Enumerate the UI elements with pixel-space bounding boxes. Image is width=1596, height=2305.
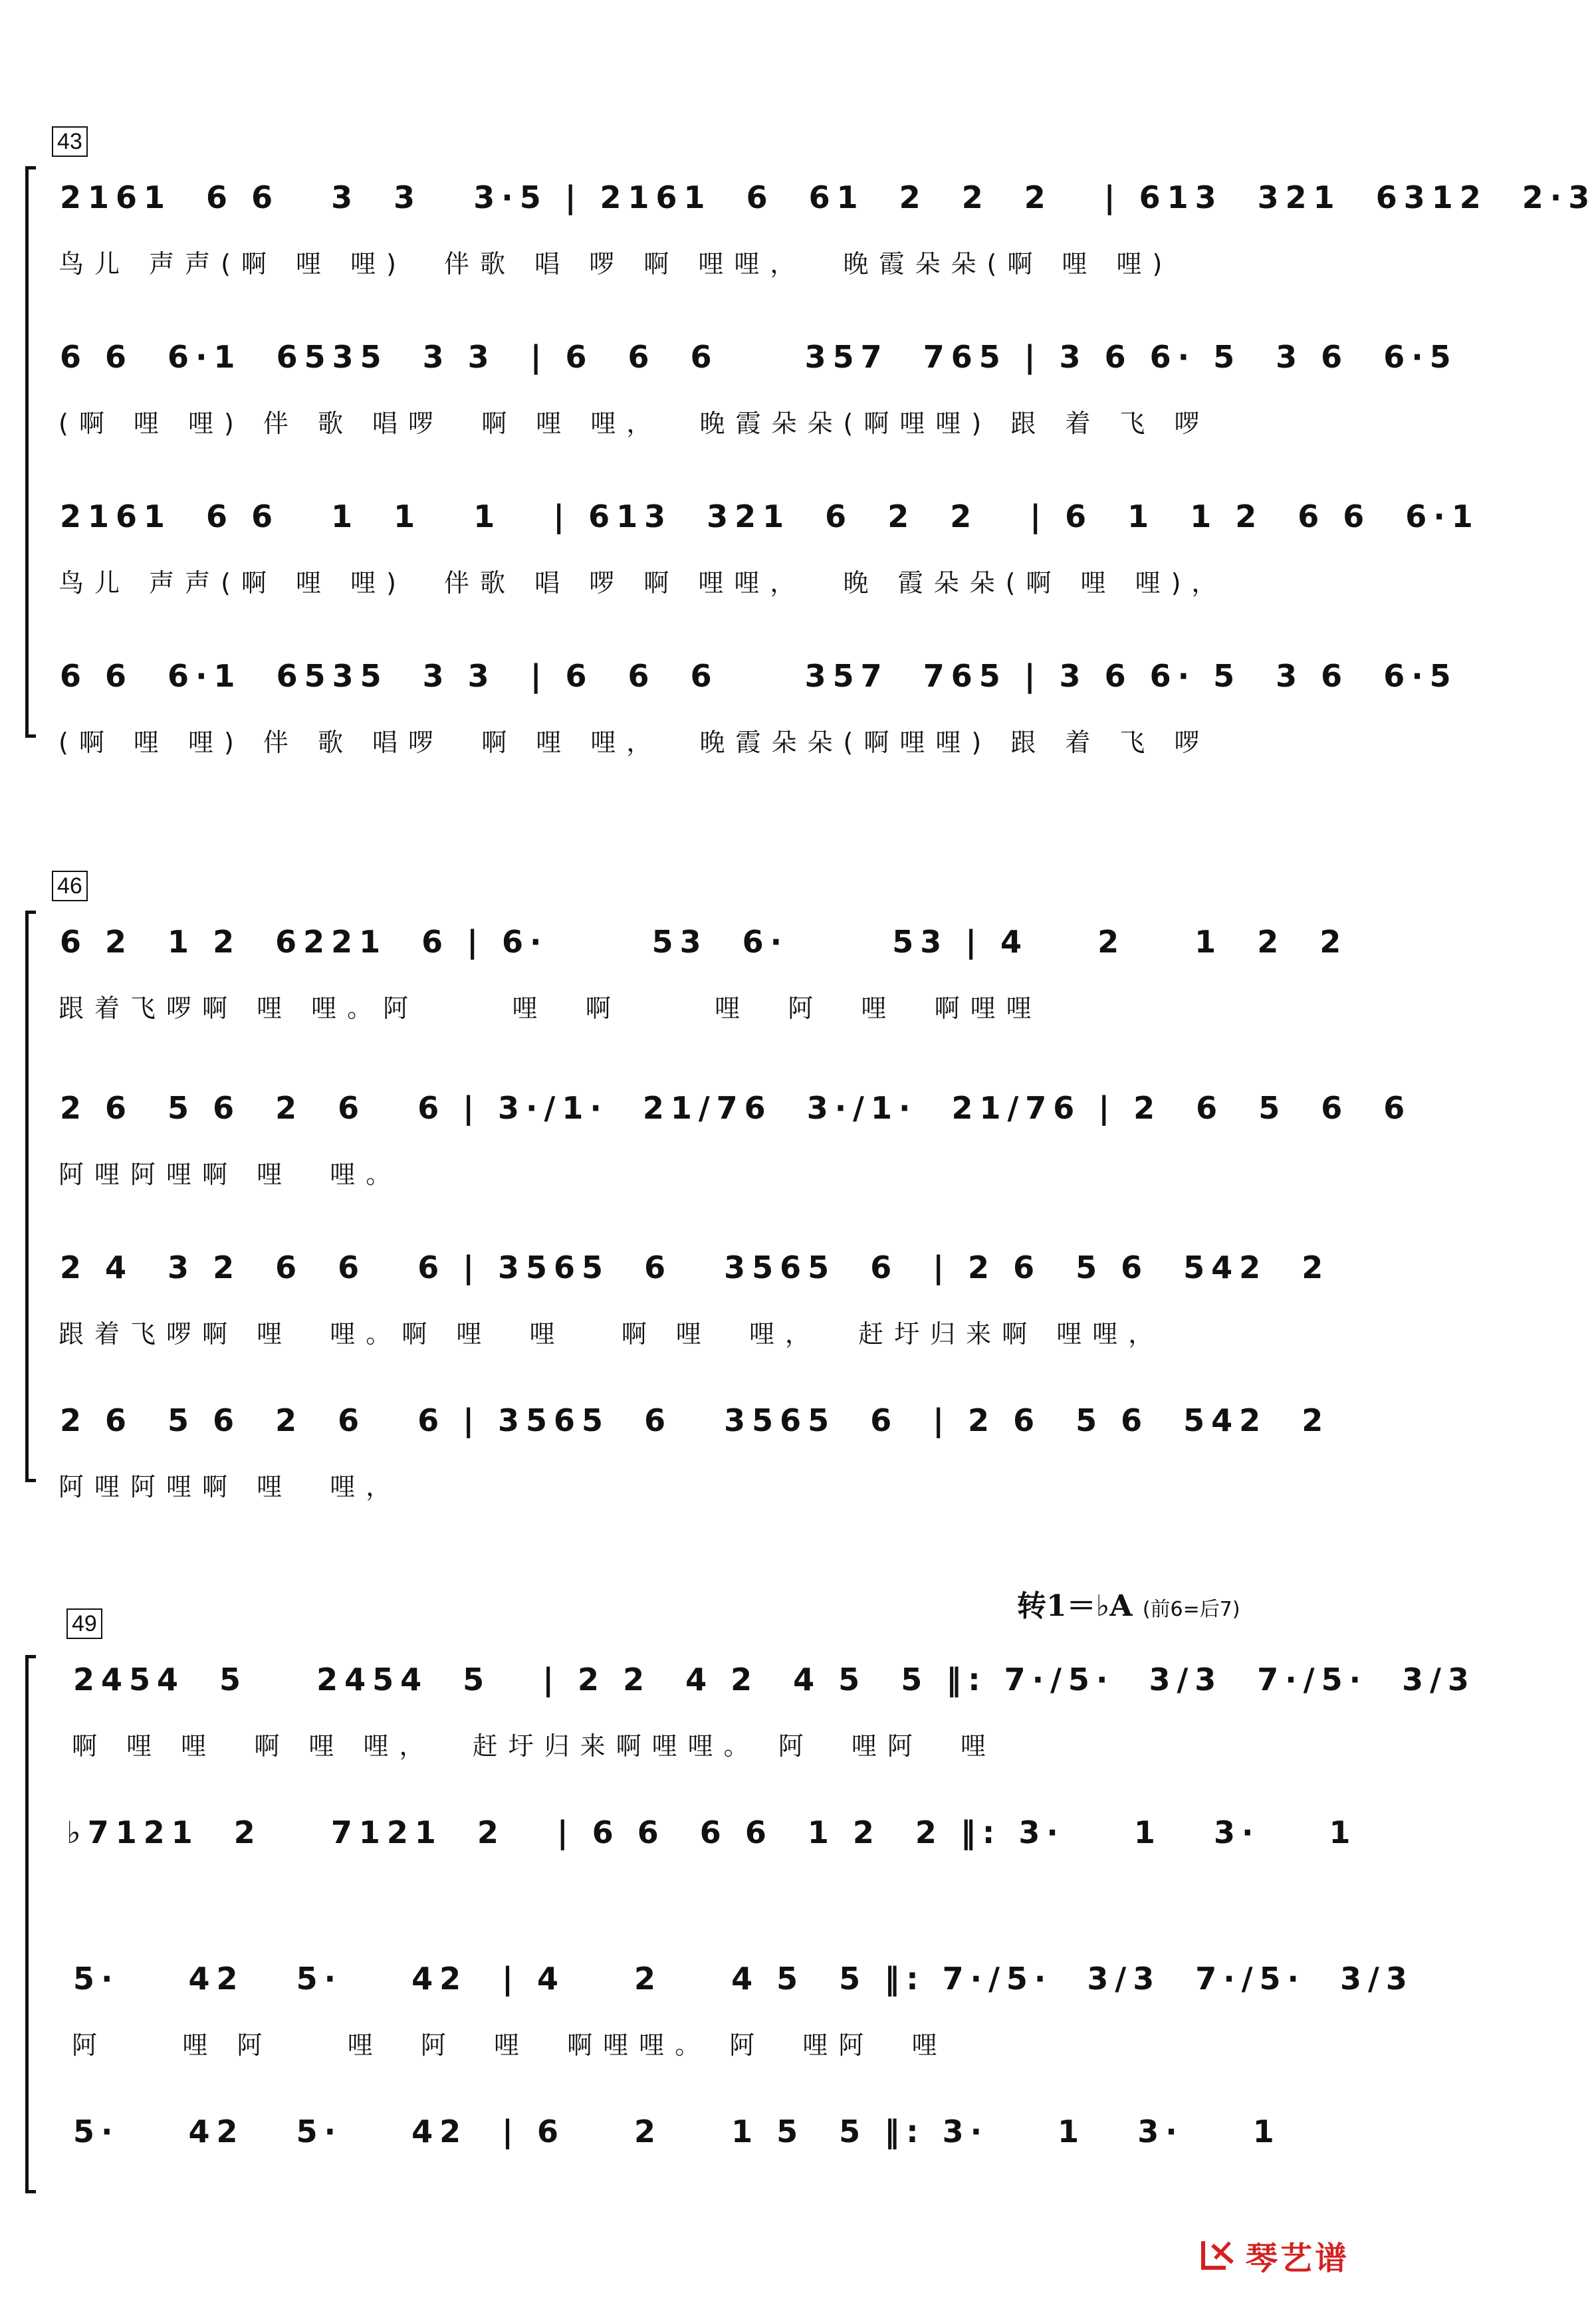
key-change-prefix: 转 — [1017, 1589, 1046, 1623]
lyrics-line: 阿哩阿哩啊 哩 哩， — [58, 1472, 402, 1501]
notation-line: 5· 42 5· 42 | 4 2 4 5 5 ‖: 7·/5· 3/3 7·/5· 3/3 — [73, 1961, 1414, 1997]
lyrics-line: (啊 哩 哩) 伴 歌 唱啰 啊 哩 哩， 晚霞朵朵(啊哩哩) 跟 着 飞 啰 — [58, 409, 1210, 438]
staff-line — [58, 1402, 1336, 1501]
staff-line — [58, 1250, 1336, 1349]
measure-number: 46 — [52, 871, 88, 901]
notation-line: 6 6 6·1 6535 3 3 | 6 6 6 357 765 | 3 6 6· 5 3 6 6·5 — [60, 658, 1458, 694]
system-1 — [0, 126, 1596, 757]
lyrics-line: 鸟儿 声声(啊 哩 哩) 伴歌 唱 啰 啊 哩哩， 晚 霞朵朵(啊 哩 哩)， — [58, 568, 1228, 598]
logo-text: 琴艺谱 — [1245, 2241, 1349, 2276]
notation-line: 6 2 1 2 6221 6 | 6· 53 6· 53 | 4 2 1 2 2 — [60, 924, 1348, 960]
system-2 — [0, 871, 1412, 1501]
key-change — [1017, 1582, 1240, 1624]
notation-line: 2454 5 2454 5 | 2 2 4 2 4 5 5 ‖: 7·/5· 3/3 7·/5· 3/3 — [73, 1662, 1476, 1698]
key-change-note: (前6=后7) — [1142, 1598, 1240, 1621]
staff-line — [72, 1961, 1414, 2060]
staff-line — [58, 658, 1458, 757]
lyrics-line: 阿哩阿哩啊 哩 哩。 — [58, 1160, 402, 1189]
notation-line: 2161 6 6 1 1 1 | 613 321 6 2 2 | 6 1 1 2 6 6 6·1 — [60, 498, 1480, 534]
measure-number: 43 — [52, 126, 88, 157]
key-signature: 1＝♭A — [1046, 1589, 1133, 1623]
staff-line — [72, 1662, 1476, 1761]
system-brace — [25, 911, 38, 1482]
notation-line: 6 6 6·1 6535 3 3 | 6 6 6 357 765 | 3 6 6· 5 3 6 6·5 — [60, 339, 1458, 375]
staff-line — [58, 498, 1480, 598]
system-brace — [25, 166, 38, 738]
system-3 — [0, 1582, 1476, 2193]
notation-line: 2 6 5 6 2 6 6 | 3565 6 3565 6 | 2 6 5 6 542 2 — [60, 1402, 1330, 1438]
staff-line — [73, 2114, 1349, 2187]
lyrics-line: 鸟儿 声声(啊 哩 哩) 伴歌 唱 啰 啊 哩哩， 晚霞朵朵(啊 哩 哩) — [58, 249, 1173, 278]
staff-line — [58, 924, 1348, 1023]
notation-line: 2 4 3 2 6 6 6 | 3565 6 3565 6 | 2 6 5 6 542 2 — [60, 1250, 1330, 1285]
notation-line: ♭7121 2 7121 2 | 6 6 6 6 1 2 2 ‖: 3· 1 3· 1 — [66, 1814, 1357, 1850]
lyrics-line: 阿 哩 阿 哩 阿 哩 啊哩哩。 阿 哩阿 哩 — [72, 2031, 948, 2060]
notation-line: 2161 6 6 3 3 3·5 | 2161 6 61 2 2 2 | 613 321 6312 2·3 — [60, 179, 1596, 215]
staff-line — [66, 1814, 1357, 1888]
staff-line — [58, 339, 1458, 438]
music-note-icon — [1199, 2239, 1239, 2273]
lyrics-line: (啊 哩 哩) 伴 歌 唱啰 啊 哩 哩， 晚霞朵朵(啊哩哩) 跟 着 飞 啰 — [58, 728, 1210, 757]
staff-line — [58, 179, 1596, 278]
notation-line: 2 6 5 6 2 6 6 | 3·/1· 21/76 3·/1· 21/76 | 2 6 5 6 6 — [60, 1090, 1412, 1126]
measure-number: 49 — [66, 1608, 102, 1639]
lyrics-line: 啊 哩 哩 啊 哩 哩， 赶圩归来啊哩哩。 阿 哩阿 哩 — [72, 1731, 997, 1761]
site-logo — [1199, 2233, 1349, 2278]
staff-line — [58, 1090, 1412, 1189]
lyrics-line: 跟着飞啰啊 哩 哩。阿 哩 啊 哩 阿 哩 啊哩哩 — [58, 994, 1042, 1023]
lyrics-line: 跟着飞啰啊 哩 哩。啊 哩 哩 啊 哩 哩， 赶圩归来啊 哩哩， — [58, 1319, 1165, 1349]
system-brace — [25, 1655, 38, 2193]
notation-line: 5· 42 5· 42 | 6 2 1 5 5 ‖: 3· 1 3· 1 — [73, 2114, 1281, 2149]
